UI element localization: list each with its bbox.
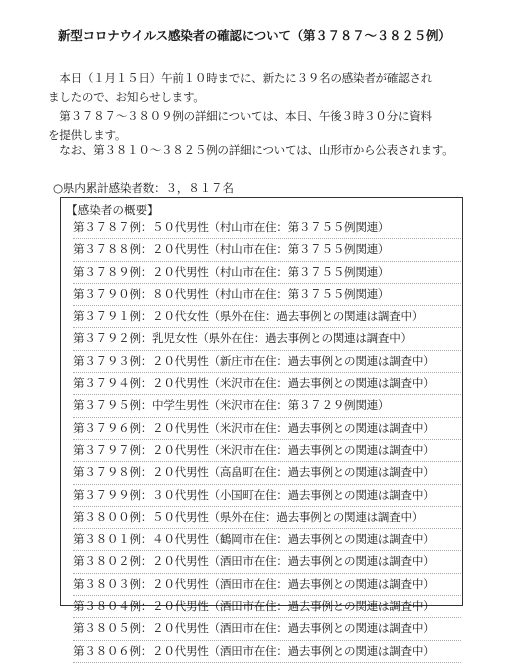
case-row: 第３８０４例：２０代男性（酒田市在住：過去事例との関連は調査中）	[73, 596, 461, 618]
case-row: 第３８０１例：４０代男性（鶴岡市在住：過去事例との関連は調査中）	[73, 529, 461, 551]
paragraph-yamagata-note	[48, 141, 488, 160]
paragraph-line: 本日（１月１５日）午前１０時までに、新たに３９名の感染者が確認され	[48, 71, 432, 85]
paragraph-line: なお、第３８１０～３８２５例の詳細については、山形市から公表されます。	[48, 143, 454, 157]
paragraph-line: ましたので、お知らせします。	[48, 90, 205, 104]
paragraph-details	[48, 107, 488, 145]
case-row: 第３７９３例：２０代男性（新庄市在住：過去事例との関連は調査中）	[73, 351, 461, 373]
case-row: 第３７８９例：２０代男性（村山市在住：第３７５５例関連）	[73, 262, 461, 284]
case-list	[73, 217, 461, 663]
case-row: 第３７９６例：２０代男性（米沢市在住：過去事例との関連は調査中）	[73, 418, 461, 440]
paragraph-line: を提供します。	[48, 128, 127, 142]
case-row: 第３７８８例：２０代男性（村山市在住：第３７５５例関連）	[73, 239, 461, 261]
case-summary-box	[60, 197, 463, 658]
case-row: 第３７９８例：２０代男性（高畠町在住：過去事例との関連は調査中）	[73, 462, 461, 484]
case-row: 第３７９９例：３０代男性（小国町在住：過去事例との関連は調査中）	[73, 485, 461, 507]
case-row: 第３７９５例：中学生男性（米沢市在住：第３７２９例関連）	[73, 395, 461, 417]
case-row: 第３７９４例：２０代男性（米沢市在住：過去事例との関連は調査中）	[73, 373, 461, 395]
case-row: 第３８０３例：２０代男性（酒田市在住：過去事例との関連は調査中）	[73, 574, 461, 596]
case-row: 第３８０６例：２０代男性（酒田市在住：過去事例との関連は調査中）	[73, 641, 461, 663]
case-summary-heading: 【感染者の概要】	[66, 203, 159, 217]
case-row: 第３７９７例：２０代男性（米沢市在住：過去事例との関連は調査中）	[73, 440, 461, 462]
case-row: 第３７８７例：５０代男性（村山市在住：第３７５５例関連）	[73, 217, 461, 239]
case-row: 第３７９２例：乳児女性（県外在住：過去事例との関連は調査中）	[73, 328, 461, 350]
case-row: 第３８０２例：２０代男性（酒田市在住：過去事例との関連は調査中）	[73, 551, 461, 573]
case-row: 第３７９０例：８０代男性（村山市在住：第３７５５例関連）	[73, 284, 461, 306]
case-row: 第３７９１例：２０代女性（県外在住：過去事例との関連は調査中）	[73, 306, 461, 328]
paragraph-line: 第３７８７～３８０９例の詳細については、本日、午後３時３０分に資料	[48, 109, 432, 123]
document-title: 新型コロナウイルス感染者の確認について（第３７８７～３８２５例）	[58, 28, 451, 43]
paragraph-announcement	[48, 69, 488, 107]
cumulative-case-count: ○県内累計感染者数：３，８１７名	[53, 181, 234, 195]
case-row: 第３８０５例：２０代男性（酒田市在住：過去事例との関連は調査中）	[73, 618, 461, 640]
case-row: 第３８００例：５０代男性（県外在住：過去事例との関連は調査中）	[73, 507, 461, 529]
